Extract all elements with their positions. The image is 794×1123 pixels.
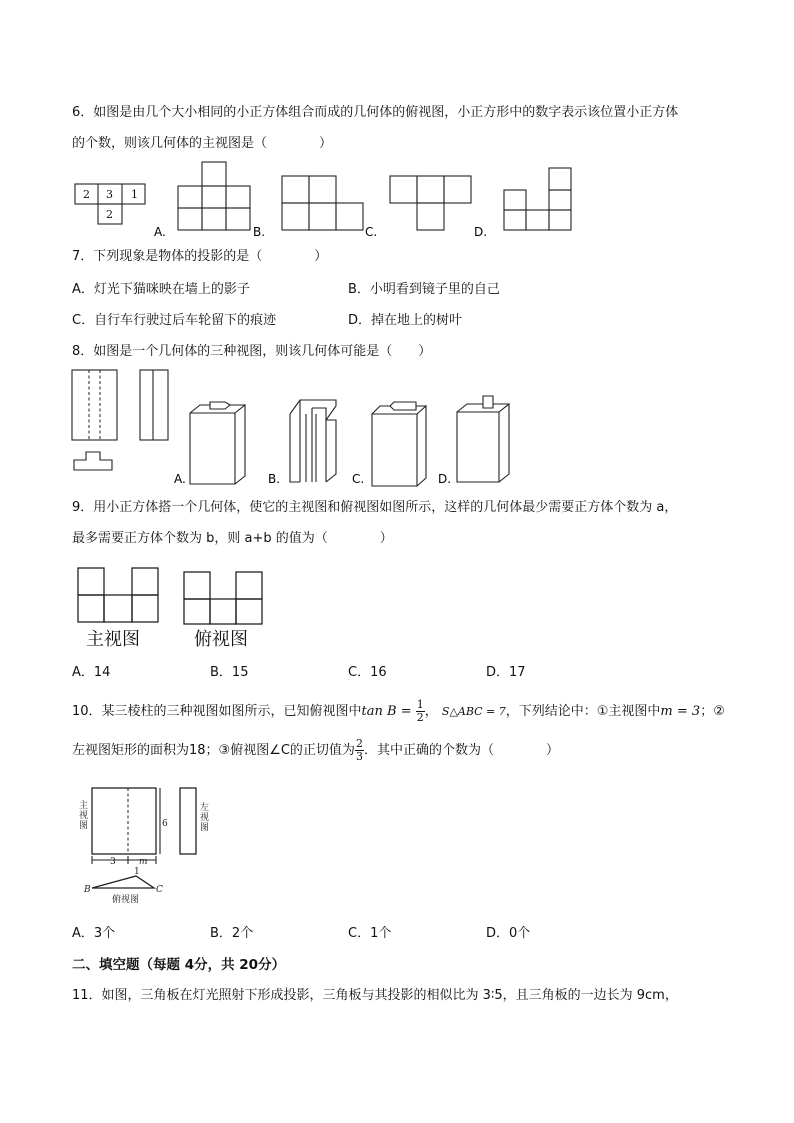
q9-option-a: A．14 [72, 665, 111, 680]
q11-stem-line1: 11．如图，三角板在灯光照射下形成投影，三角板与其投影的相似比为 3∶5，且三角板的一边长为 9cm， [72, 988, 678, 1003]
q10-tan-label: tan B = [361, 704, 412, 719]
q6-num-0: 2 [83, 188, 90, 201]
q10-option-d: D．0个 [486, 926, 531, 941]
q10-tan-num: 1 [416, 698, 424, 711]
q10-top-view [83, 867, 163, 905]
q9-option-d: D．17 [486, 665, 526, 680]
q9-stem-line1: 9．用小正方体搭一个几何体，使它的主视图和俯视图如图所示，这样的几何体最少需要正方体个数为 a， [72, 500, 678, 515]
q10-front-view [79, 788, 168, 867]
q10-tan-den: 2 [416, 711, 424, 724]
q6-label-c: C. [365, 225, 378, 239]
q7-option-d: D．掉在地上的树叶 [348, 313, 463, 328]
q9-front-view [78, 568, 158, 622]
q10-figure [76, 780, 226, 910]
q10-option-c: C．1个 [348, 926, 392, 941]
q6-label-a: A. [154, 225, 166, 239]
q10-label-3: 3 [110, 857, 116, 867]
q6-figures [70, 176, 790, 239]
q6-label-b: B. [253, 225, 266, 239]
q10-stem-line1: 10．某三棱柱的三种视图如图所示，已知俯视图中tan B = $\frac{1}{2}$ ， S△ABC = 7，下列结论中：①主视图中m = 3；② [72, 698, 725, 724]
q6-stem-line1: 6．如图是由几个大小相同的小正方体组合而成的几何体的俯视图，小正方形中的数字表示该位置小正方体 [72, 105, 679, 120]
q10-stem-line2 [72, 738, 559, 763]
q8-option-b-solid [290, 400, 336, 482]
q9-stem-line2: 最多需要正方体个数为 b，则 a+b 的值为（ ） [72, 531, 393, 546]
q7-option-c: C．自行车行驶过后车轮留下的痕迹 [72, 313, 277, 328]
q10-fig-left-c1: 左 [200, 803, 210, 813]
q8-side-view [140, 370, 168, 440]
q10-fig-front-c1: 主 [79, 801, 89, 811]
q9-option-b: B．15 [210, 665, 249, 680]
q10-fig-top-label: 俯视图 [112, 895, 140, 905]
q6-num-3: 2 [106, 208, 113, 221]
q6-option-c-figure [390, 176, 471, 230]
q10-fig-front-c3: 图 [79, 821, 89, 831]
q9-top-view [184, 572, 262, 624]
q10-label-1: 1 [134, 867, 140, 877]
q7-stem: 7．下列现象是物体的投影的是（ ） [72, 249, 328, 264]
q10-tanc-fraction [355, 738, 364, 763]
q8-label-a: A. [174, 472, 186, 486]
q6-stem-line2: 的个数，则该几何体的主视图是（ ） [72, 136, 333, 151]
svg-text:左 视 图 [200, 801, 212, 833]
q10-label-b: B [84, 885, 91, 895]
q10-frac-den: 3 [355, 750, 363, 763]
q8-label-b: B. [268, 472, 281, 486]
q6-option-b-figure [282, 176, 363, 230]
q6-top-view-grid [75, 184, 145, 224]
q10-left-view [180, 788, 212, 854]
q10-area: S△ABC = 7 [441, 705, 506, 718]
q6-num-2: 1 [131, 188, 138, 201]
q10-label-m: m [139, 857, 148, 867]
q6-num-1: 3 [106, 188, 113, 201]
q10-part2: ，下列结论中：①主视图中 [505, 704, 661, 719]
q10-option-b: B．2个 [210, 926, 254, 941]
q8-top-view [74, 452, 112, 470]
q10-tan-fraction [416, 699, 425, 724]
q10-fig-front-c2: 视 [79, 811, 89, 821]
q10-label-c: C [156, 885, 163, 895]
q8-figures [70, 368, 790, 488]
q9-label-front: 主视图 [86, 629, 140, 650]
q10-part3: ；② [700, 704, 725, 719]
q8-label-c: C. [352, 472, 365, 486]
q8-option-a-solid [190, 402, 245, 484]
q6-option-d-figure [504, 168, 571, 230]
q10-part1: 10．某三棱柱的三种视图如图所示，已知俯视图中 [72, 704, 362, 719]
q10-label-6: 6 [162, 819, 168, 829]
q8-stem: 8．如图是一个几何体的三种视图，则该几何体可能是（ ） [72, 344, 432, 359]
q6-label-d: D. [474, 225, 488, 239]
q9-option-c: C．16 [348, 665, 387, 680]
q10-option-a: A．3个 [72, 926, 116, 941]
q9-label-top: 俯视图 [194, 629, 248, 650]
q10-frac-num: 2 [355, 737, 363, 750]
q10-line2b: ．其中正确的个数为（ ） [363, 743, 559, 758]
q8-label-d: D. [438, 472, 452, 486]
q8-option-c-solid [372, 402, 426, 486]
q10-fig-left-c2: 视 [200, 813, 210, 823]
section2-title: 二、填空题（每题 4分，共 20分） [72, 957, 286, 973]
q10-fig-front-label [79, 799, 91, 831]
q9-figures [76, 566, 336, 656]
q10-fig-left-c3: 图 [200, 823, 210, 833]
q8-front-view [72, 370, 117, 440]
q6-option-a-figure [178, 162, 250, 230]
q8-option-d-solid [457, 396, 509, 482]
q7-option-a: A．灯光下猫咪映在墙上的影子 [72, 282, 250, 297]
q10-line2a: 左视图矩形的面积为18；③俯视图∠C的正切值为 [72, 743, 355, 758]
q7-option-b: B．小明看到镜子里的自己 [348, 282, 500, 297]
q10-m-eq: m = 3 [660, 704, 701, 719]
